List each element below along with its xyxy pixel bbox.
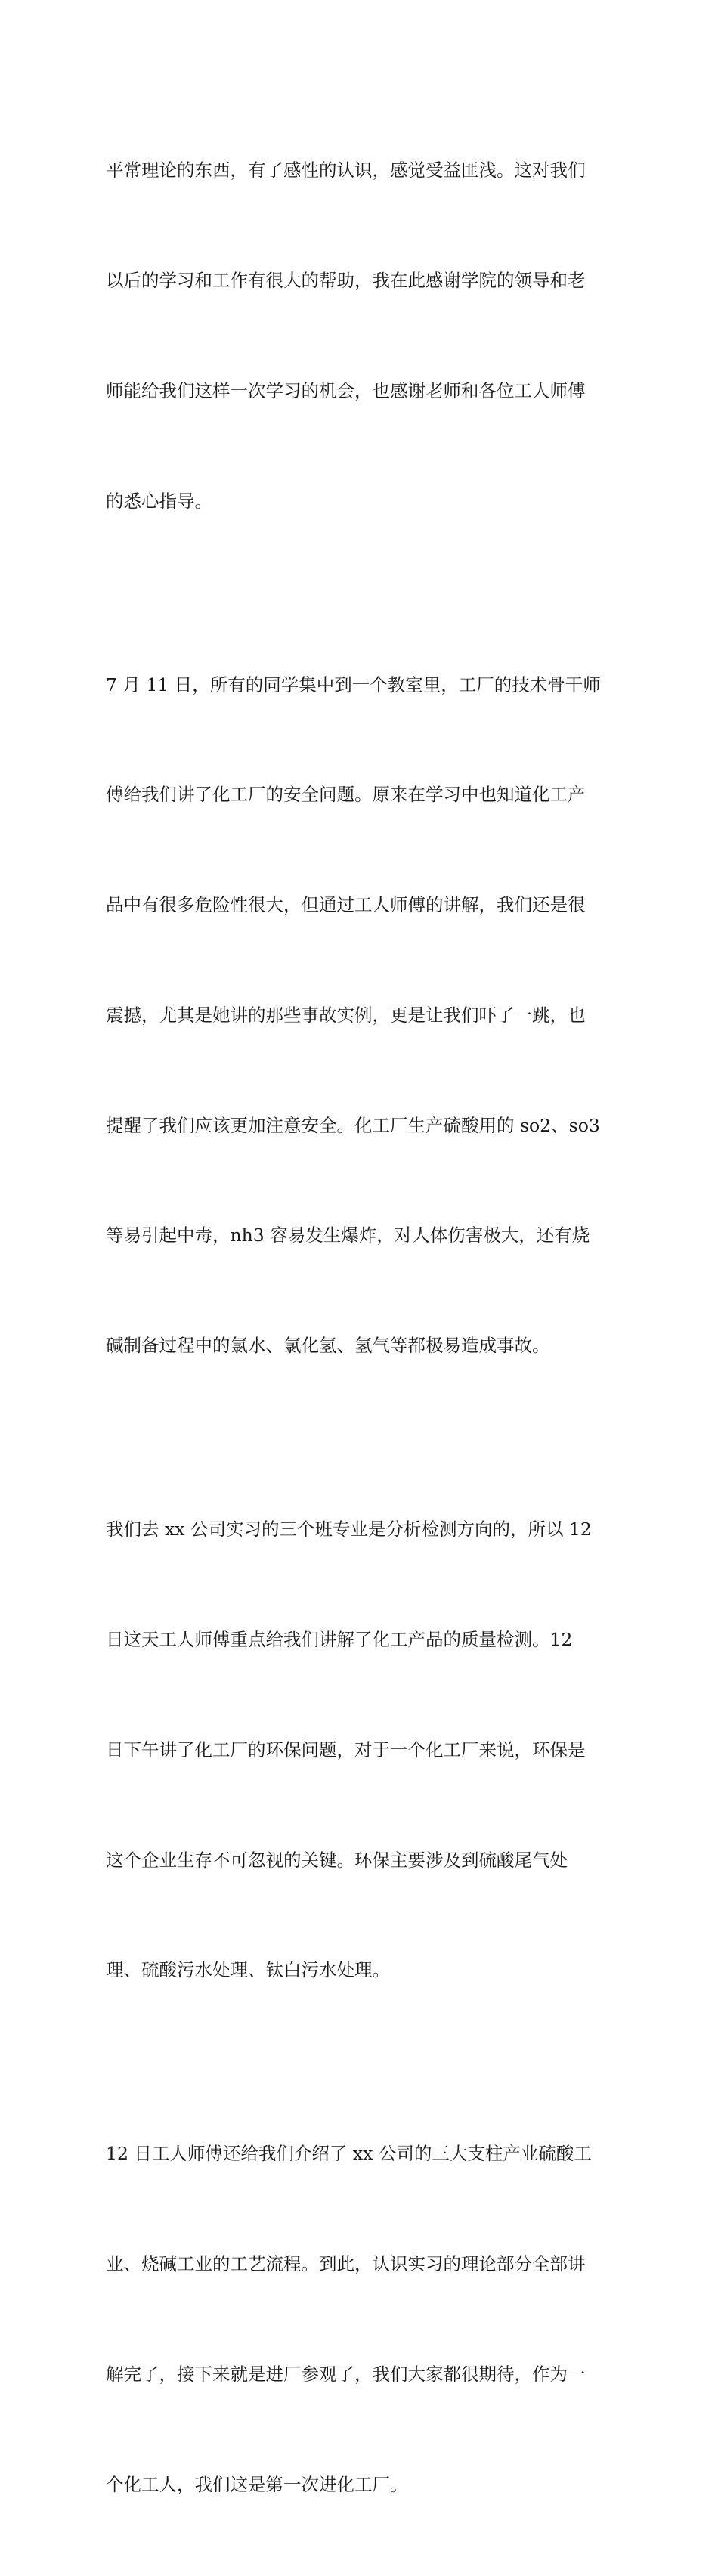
text-line: 我们去 xx 公司实习的三个班专业是分析检测方向的，所以 12 [106,1519,592,1540]
text-line: 日下午讲了化工厂的环保问题，对于一个化工厂来说，环保是 [106,1738,586,1760]
text-line: 个化工人，我们这是第一次进化工厂。 [106,2473,408,2495]
text-line: 等易引起中毒，nh3 容易发生爆炸，对人体伤害极大，还有烧 [106,1225,590,1246]
text-line: 震撼，尤其是她讲的那些事故实例，更是让我们吓了一跳，也 [106,1004,586,1026]
text-line: 碱制备过程中的氯水、氯化氢、氢气等都极易造成事故。 [106,1335,550,1357]
text-line: 师能给我们这样一次学习的机会，也感谢老师和各位工人师傅 [106,379,586,401]
text-line: 提醒了我们应该更加注意安全。化工厂生产硫酸用的 so2、so3 [106,1114,600,1136]
paragraph-2 [106,593,620,1438]
document-body [106,79,620,2576]
paragraph-1 [106,79,620,593]
text-line: 理、硫酸污水处理、钛白污水处理。 [106,1959,390,1981]
text-line: 品中有很多危险性很大，但通过工人师傅的讲解，我们还是很 [106,894,586,916]
text-line: 这个企业生存不可忽视的关键。环保主要涉及到硫酸尾气处 [106,1849,568,1871]
text-line: 平常理论的东西，有了感性的认识，感觉受益匪浅。这对我们 [106,159,586,181]
text-line: 的悉心指导。 [106,490,212,512]
paragraph-4 [106,2062,620,2576]
paragraph-3 [106,1438,620,2062]
text-line: 业、烧碱工业的工艺流程。到此，认识实习的理论部分全部讲 [106,2253,586,2275]
text-line: 傅给我们讲了化工厂的安全问题。原来在学习中也知道化工产 [106,784,586,806]
text-line: 解完了，接下来就是进厂参观了，我们大家都很期待，作为一 [106,2363,586,2385]
text-line: 12 日工人师傅还给我们介绍了 xx 公司的三大支柱产业硫酸工 [106,2143,592,2165]
text-line: 7 月 11 日，所有的同学集中到一个教室里，工厂的技术骨干师 [106,673,601,695]
text-line: 以后的学习和工作有很大的帮助，我在此感谢学院的领导和老 [106,269,586,291]
text-line: 日这天工人师傅重点给我们讲解了化工产品的质量检测。12 [106,1628,573,1650]
